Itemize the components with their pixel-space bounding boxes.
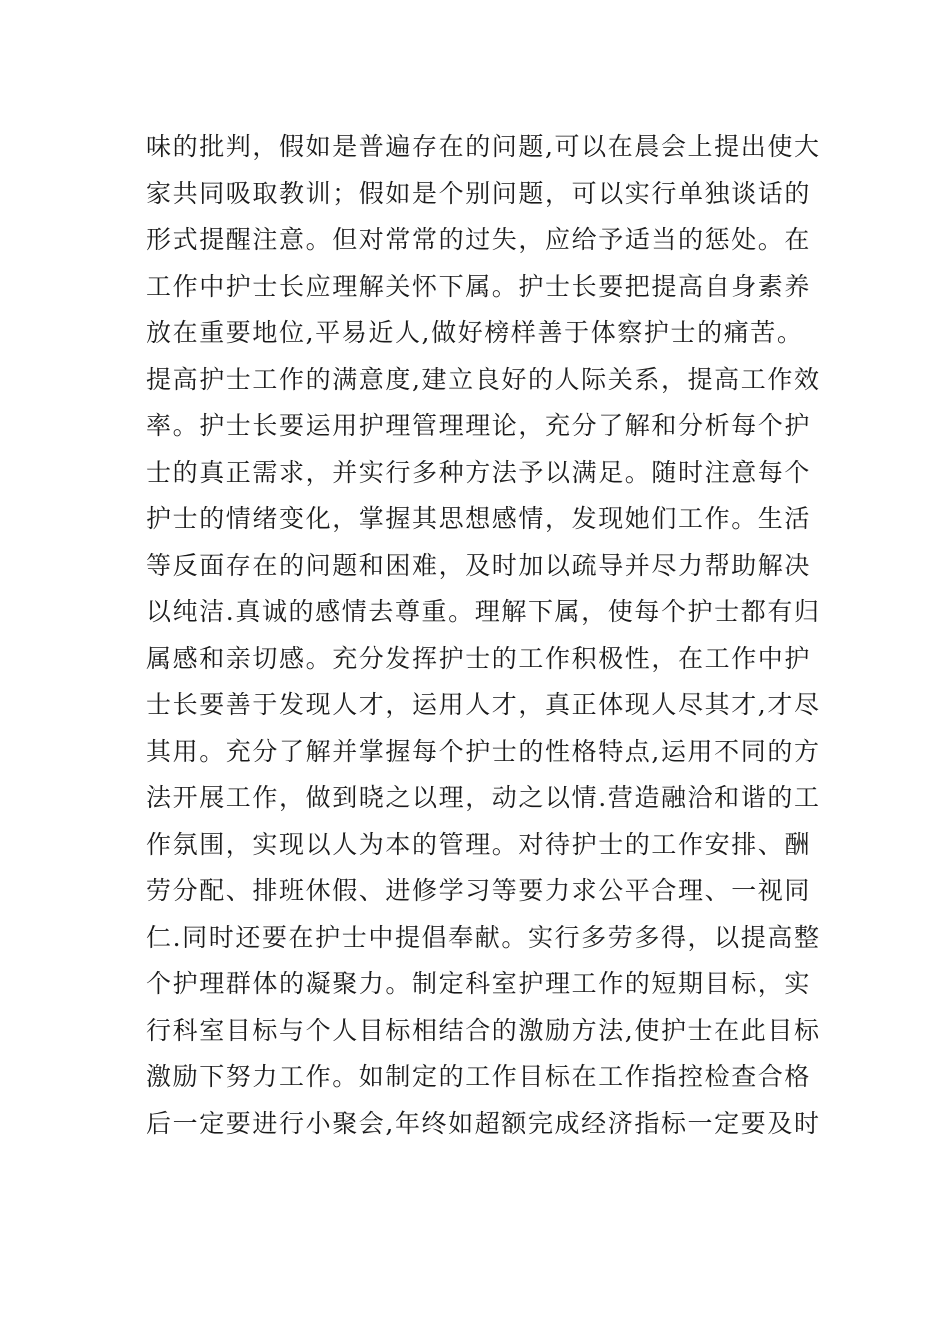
text-line-19: 个护理群体的凝聚力。制定科室护理工作的短期目标，实 — [146, 969, 812, 998]
text-line-8: 士的真正需求，并实行多种方法予以满足。随时注意每个 — [146, 457, 812, 487]
text-line-1: 味的批判，假如是普遍存在的问题,可以在晨会上提出使大 — [146, 132, 821, 161]
text-line-12: 属感和亲切感。充分发挥护士的工作积极性，在工作中护 — [146, 643, 812, 673]
text-line-17: 劳分配、排班休假、进修学习等要力求公平合理、一视同 — [146, 876, 812, 905]
body-text — [146, 124, 821, 1147]
text-line-9: 护士的情绪变化，掌握其思想感情，发现她们工作。生活 — [146, 504, 812, 533]
text-line-7: 率。护士长要运用护理管理理论，充分了解和分析每个护 — [146, 411, 812, 440]
text-line-13: 士长要善于发现人才，运用人才，真正体现人尽其才,才尽 — [146, 690, 821, 719]
text-line-4: 工作中护士长应理解关怀下属。护士长要把提高自身素养 — [146, 271, 812, 301]
text-line-3: 形式提醒注意。但对常常的过失，应给予适当的惩处。在 — [146, 225, 812, 254]
text-line-10: 等反面存在的问题和困难，及时加以疏导并尽力帮助解决 — [146, 550, 812, 580]
text-line-15: 法开展工作，做到晓之以理，动之以情.营造融洽和谐的工 — [146, 783, 821, 812]
text-line-6: 提高护士工作的满意度,建立良好的人际关系，提高工作效 — [146, 364, 821, 394]
text-line-22: 后一定要进行小聚会,年终如超额完成经济指标一定要及时 — [146, 1108, 821, 1138]
text-line-2: 家共同吸取教训；假如是个别问题，可以实行单独谈话的 — [146, 178, 812, 208]
text-line-11: 以纯洁.真诚的感情去尊重。理解下属，使每个护士都有归 — [146, 597, 821, 626]
text-line-18: 仁.同时还要在护士中提倡奉献。实行多劳多得，以提高整 — [146, 922, 821, 952]
text-line-5: 放在重要地位,平易近人,做好榜样善于体察护士的痛苦。 — [146, 318, 804, 347]
text-line-16: 作氛围，实现以人为本的管理。对待护士的工作安排、酬 — [146, 829, 812, 859]
text-line-21: 激励下努力工作。如制定的工作目标在工作指控检查合格 — [146, 1062, 812, 1091]
text-line-14: 其用。充分了解并掌握每个护士的性格特点,运用不同的方 — [146, 736, 821, 766]
text-line-20: 行科室目标与个人目标相结合的激励方法,使护士在此目标 — [146, 1015, 821, 1045]
